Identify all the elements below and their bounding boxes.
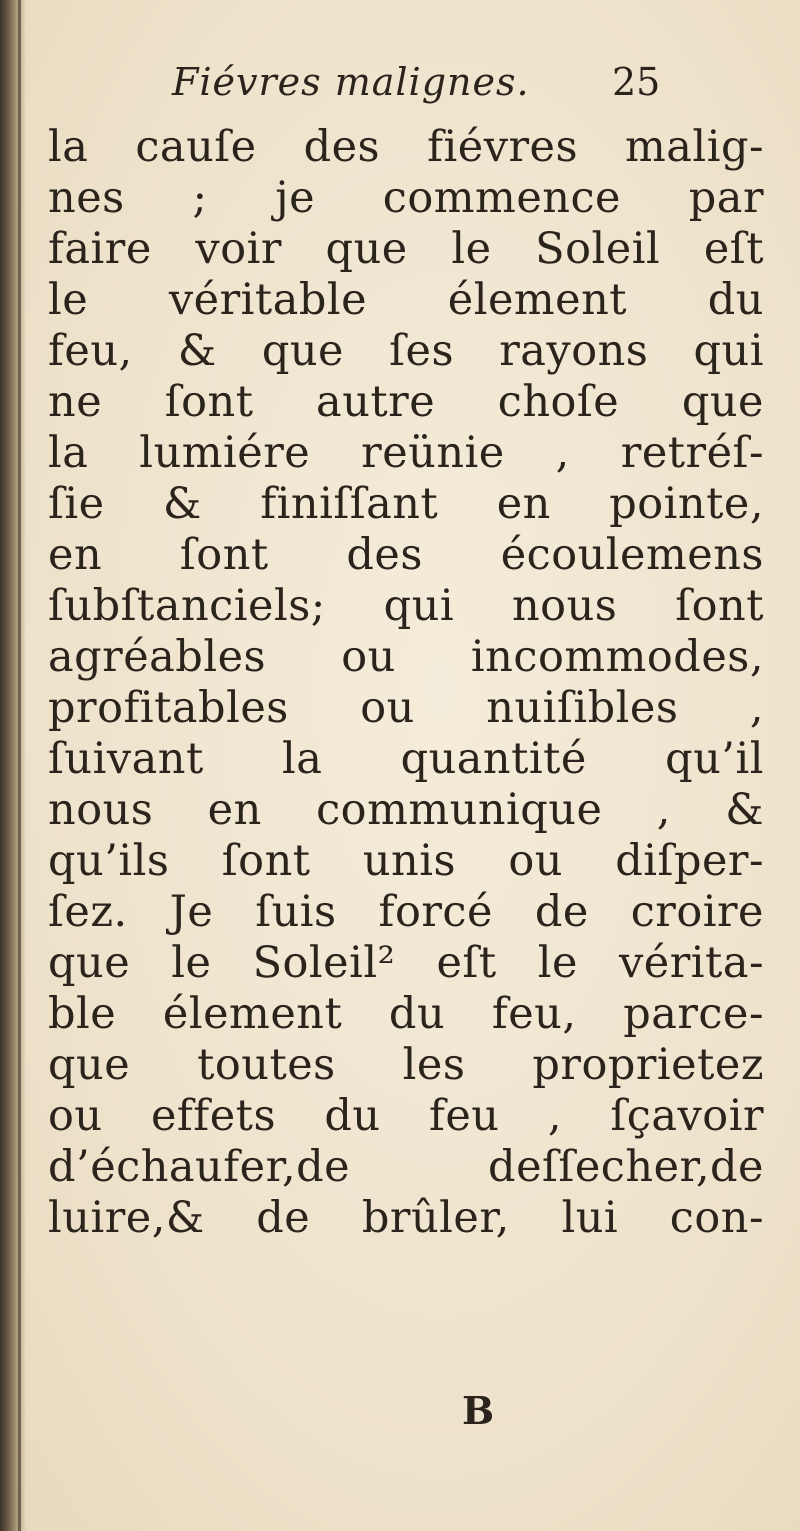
text-line: profitables ou nuiſibles , (48, 683, 764, 733)
text-line: nes ; je commence par (48, 173, 764, 223)
text-line: ſez. Je ſuis forcé de croire (48, 887, 764, 937)
text-line: ſie & finiſſant en pointe, (48, 479, 764, 529)
text-line: ble élement du feu, parce- (48, 989, 764, 1039)
text-line: ſuivant la quantité qu’il (48, 734, 764, 784)
text-line: feu, & que ſes rayons qui (48, 326, 764, 376)
page-number: 25 (612, 60, 661, 104)
text-line: la lumiére reünie , retréſ- (48, 428, 764, 478)
text-line: que toutes les proprietez (48, 1040, 764, 1090)
text-line: luire,& de brûler, lui con- (48, 1193, 764, 1243)
binding-edge (18, 0, 21, 1531)
running-head-title: Fiévres malignes. (172, 60, 530, 104)
text-line: en ſont des écoulemens (48, 530, 764, 580)
text-line: ſubſtanciels; qui nous ſont (48, 581, 764, 631)
page-gutter-shadow (0, 0, 26, 1531)
text-line: la cauſe des fiévres malig- (48, 122, 764, 172)
signature-mark: B (462, 1388, 495, 1433)
body-text (48, 122, 764, 1244)
text-line: faire voir que le Soleil eſt (48, 224, 764, 274)
running-head (172, 60, 772, 120)
text-line: que le Soleil² eſt le vérita- (48, 938, 764, 988)
text-line: agréables ou incommodes, (48, 632, 764, 682)
text-line: ne ſont autre choſe que (48, 377, 764, 427)
text-line: d’échaufer,de deſſecher,de (48, 1142, 764, 1192)
text-line: qu’ils ſont unis ou diſper- (48, 836, 764, 886)
text-line: le véritable élement du (48, 275, 764, 325)
text-line: ou effets du feu , ſçavoir (48, 1091, 764, 1141)
text-line: nous en communique , & (48, 785, 764, 835)
